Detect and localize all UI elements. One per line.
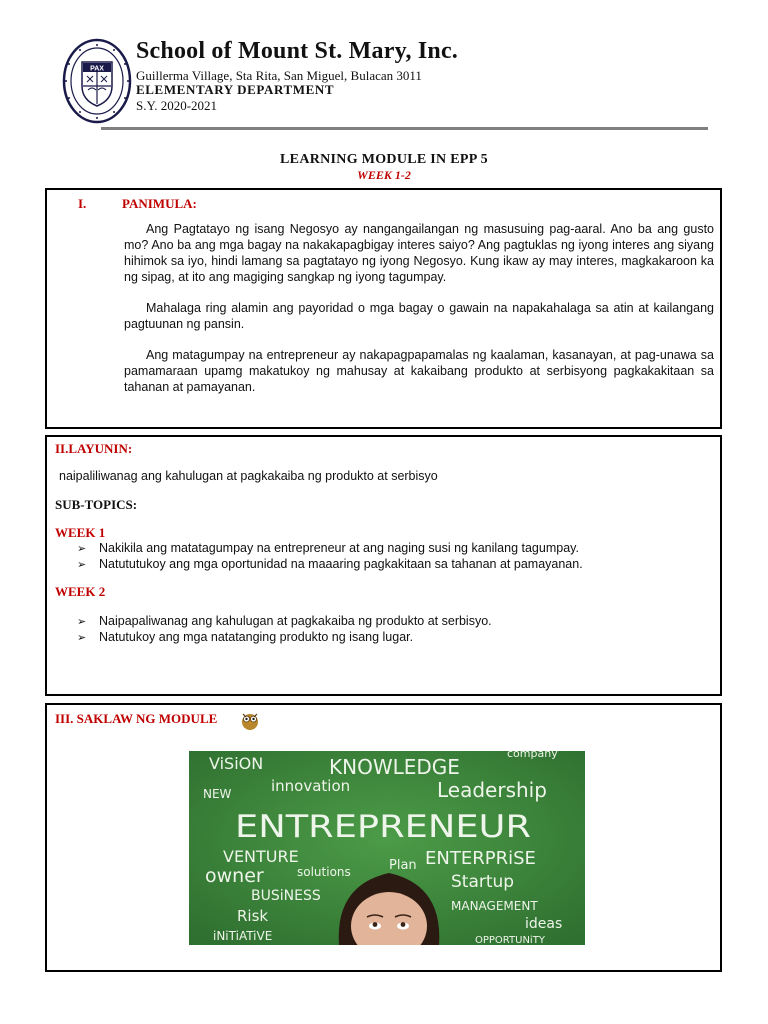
word-management: MANAGEMENT <box>451 899 538 913</box>
module-week: WEEK 1-2 <box>357 168 411 182</box>
week2-label: WEEK 2 <box>55 584 106 599</box>
word-venture: VENTURE <box>223 847 299 866</box>
word-plan: Plan <box>389 858 417 873</box>
word-owner: owner <box>205 865 264 887</box>
panimula-section <box>45 188 722 429</box>
list-item: ➢ Naipapaliwanag ang kahulugan at pagkakaiba ng produkto at serbisyo. <box>77 614 492 628</box>
word-solutions: solutions <box>297 865 351 879</box>
subtopics-label: SUB-TOPICS: <box>55 497 138 512</box>
school-seal-icon <box>62 38 132 124</box>
school-year: S.Y. 2020-2021 <box>136 98 218 113</box>
week1-label: WEEK 1 <box>55 525 106 540</box>
word-startup: Startup <box>451 872 515 892</box>
word-entrepreneur: ENTREPRENEUR <box>235 809 531 845</box>
word-ideas: ideas <box>525 916 563 932</box>
list-item: ➢ Natutukoy ang mga natatanging produkto ng isang lugar. <box>77 630 414 644</box>
layunin-heading: II.LAYUNIN: <box>55 441 133 456</box>
panimula-paragraph: Mahalaga ring alamin ang payoridad o mga bagay o gawain na napakahalaga sa atin at kailangang pagtuunan ng pansin. <box>124 301 714 331</box>
word-enterprise: ENTERPRiSE <box>425 848 536 869</box>
module-title: LEARNING MODULE IN EPP 5 <box>280 152 488 167</box>
list-item: ➢ Nakikila ang matatagumpay na entrepreneur at ang naging susi ng kanilang tagumpay. <box>77 541 579 555</box>
arrow-bullet-icon: ➢ <box>77 631 87 644</box>
saklaw-section <box>45 703 722 972</box>
word-business: BUSiNESS <box>251 888 321 904</box>
school-address: Guillerma Village, Sta Rita, San Miguel, Bulacan 3011 <box>136 68 422 83</box>
word-risk: Risk <box>237 907 269 925</box>
objective-text: naipaliliwanag ang kahulugan at pagkakaiba ng produkto at serbisyo <box>59 469 438 483</box>
panimula-paragraph: Ang matagumpay na entrepreneur ay nakapagpapamalas ng kaalaman, kasanayan, at pag-unawa sa pamamaraan upamg makatukoy ng mahusay at kakaibang produkto at serbisyong pagkakakitaan sa tahanan at pamayanan. <box>124 348 714 394</box>
list-item: ➢ Natututukoy ang mga oportunidad na maaaring pagkakitaan sa tahanan at pamayanan. <box>77 557 583 571</box>
school-name: School of Mount St. Mary, Inc. <box>136 38 459 64</box>
word-new: NEW <box>203 787 232 801</box>
entrepreneur-word-cloud-image <box>189 751 585 945</box>
arrow-bullet-icon: ➢ <box>77 542 87 555</box>
owl-icon <box>239 709 261 731</box>
document-header <box>0 0 768 140</box>
arrow-bullet-icon: ➢ <box>77 615 87 628</box>
word-initiative: iNiTiATiVE <box>213 929 273 943</box>
layunin-section <box>45 435 722 696</box>
word-vision: ViSiON <box>209 754 264 773</box>
word-company: company <box>507 751 558 760</box>
arrow-bullet-icon: ➢ <box>77 558 87 571</box>
word-innovation: innovation <box>271 777 351 795</box>
seal-text: PAX <box>90 65 104 73</box>
section-numeral: I. <box>78 196 87 211</box>
saklaw-heading: III. SAKLAW NG MODULE <box>55 711 218 726</box>
word-knowledge: KNOWLEDGE <box>329 755 460 779</box>
word-opportunity: OPPORTUNiTY <box>475 935 545 945</box>
panimula-heading: PANIMULA: <box>122 196 197 211</box>
word-leadership: Leadership <box>437 778 547 802</box>
department-name: ELEMENTARY DEPARTMENT <box>136 82 335 97</box>
header-divider <box>101 127 708 130</box>
chalkboard-graphic <box>189 751 585 945</box>
panimula-paragraph: Ang Pagtatayo ng isang Negosyo ay nangangailangan ng masusuing pag-aaral. Ano ba ang gusto mo? Ano ba ang mga bagay na nakakapagbigay interes saiyo? Ang pagtuklas ng iyong interes ang siyang hihimok sa iyo, hindi lamang sa pagtatayo ng iyong Negosyo. Kung ikaw ay may interes, magkakaroon ka ng sipag, at ito ang magiging sangkap ng iyong tagumpay. <box>124 222 714 284</box>
